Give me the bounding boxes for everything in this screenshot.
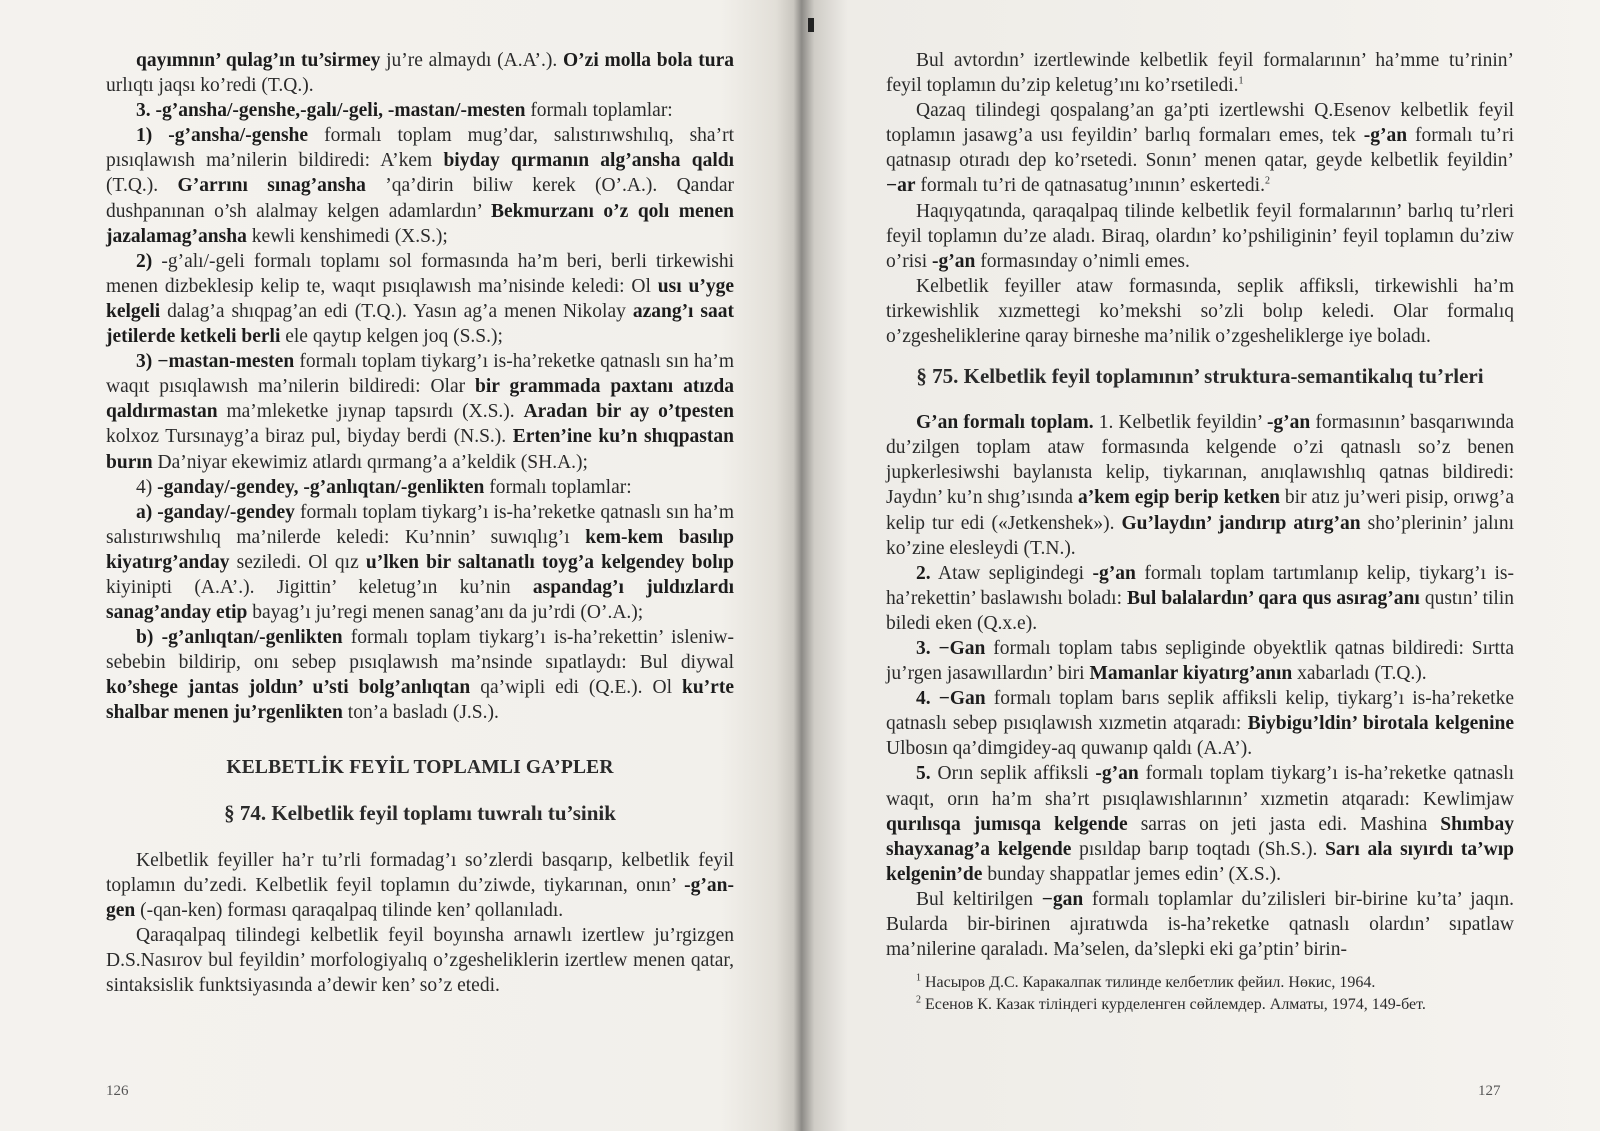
- text-run: Bul avtordın’ izertlewinde kelbetlik feyil formalarının’ ha’mme tu’rinin’ feyil toplamın du’zip keletug’ını ko’rsetiledi.: [886, 50, 1514, 97]
- chapter-heading: KELBETLİK FEYİL TOPLAMLI GA’PLER: [226, 756, 614, 778]
- right-paragraph-4: [886, 274, 1514, 349]
- bold-text: Bekmurzanı o’z qolı menen jazalamag’ansha: [106, 200, 734, 247]
- section-74-heading: § 74. Kelbetlik feyil toplamı tuwralı tu’sinik: [224, 800, 616, 825]
- left-paragraph-6: [106, 475, 734, 500]
- text-run: (T.Q.).: [106, 175, 178, 197]
- text-run: sarras on jeti jasta edi. Mashina: [1127, 813, 1441, 835]
- page-number-left: 126: [106, 1083, 129, 1099]
- bold-text: -ganday/-gendey, -g’anlıqtan/-genlikten: [157, 476, 485, 498]
- text-run: qa’wipli edi (Q.E.). Ol: [470, 677, 682, 699]
- left-paragraph-1: [106, 48, 734, 98]
- left-paragraph-4: [106, 249, 734, 349]
- text-run: kiyinipti (A.A’.). Jigittin’ keletug’ın ku’nin: [106, 576, 533, 598]
- bold-text: 2): [136, 250, 153, 272]
- text-run: Qaraqalpaq tilindegi kelbetlik feyil boyınsha arnawlı izertlew ju’rgizgen D.S.Nasırov bul feyildin’ morfologiyalıq o’zgesheliklerin izertlew menen qatar, sintaksislik funktsiyasında a’dewir ken’ so’z etedi.: [106, 924, 734, 997]
- text-run: ju’re almaydı (A.A’.).: [380, 50, 564, 71]
- text-run: formalı toplamlar:: [484, 476, 632, 498]
- text-run: dalag’a shıqpag’an edi (T.Q.). Yasın ag’a menen Nikolay: [160, 300, 633, 322]
- text-run: kolxoz Tursınayg’a biraz pul, biyday berdi (N.S.).: [106, 426, 513, 448]
- left-paragraph-7: [106, 500, 734, 625]
- bold-text: 3. −Gan: [916, 637, 986, 659]
- bold-text: qurılısqa jumısqa kelgende: [886, 813, 1128, 835]
- text-run: Ataw sepligindegi: [930, 562, 1093, 584]
- section-75-heading: § 75. Kelbetlik feyil toplamının’ struktura-semantikalıq tu’rleri: [916, 364, 1484, 389]
- text-run: Kelbetlik feyiller ataw formasında, seplik affiksli, tirkewishli ha’m tirkewishlik xızmettegi ko’mekshi so’zli bolıp keledi. Olar formalıq o’zgesheliklerine qaray birneshe ma’nilik o’zgesheliklerge iye boladı.: [886, 275, 1514, 348]
- text-run: 4): [136, 476, 158, 498]
- bold-text: Aradan bir ay o’tpesten: [523, 401, 735, 423]
- bold-text: -g’an-gen: [106, 874, 734, 921]
- bold-text: −ar: [886, 175, 916, 197]
- text-run: bayag’ı ju’regi menen sanag’anı da ju’rdi (O’.A.);: [247, 602, 644, 624]
- text-run: kewli kenshimedi (X.S.);: [246, 225, 448, 247]
- text-run: -g’alı/-geli formalı toplamı sol formasında ha’m beri, berli tirkewishi menen dizbeklesip kelip te, waqıt pısıqlawısh ma’nisinde keledi: Ol: [106, 250, 734, 297]
- left-paragraph-5: [106, 349, 734, 474]
- bold-text: Mamanlar kiyatırg’anın: [1089, 663, 1293, 685]
- text-run: Da’niyar ekewimiz atlardı qırmang’a a’keldik (SH.A.);: [152, 451, 588, 473]
- text-run: formalı tu’ri qatnasıp otıradı dep ko’rsetedi. Sonın’ menen qatar, geyde kelbetlik feyildin’: [886, 125, 1515, 172]
- text-run: bir atız ju’weri pisip, orıwg’a kelip tur edi («Jetkenshek»).: [886, 487, 1514, 534]
- footnote-2: [886, 994, 1514, 1016]
- bold-text: G’an formalı toplam.: [916, 412, 1094, 434]
- bold-text: O’zi molla bola tura: [563, 50, 734, 71]
- bold-text: usı u’yge kelgeli: [106, 275, 734, 322]
- left-paragraph-2: [106, 98, 734, 123]
- text-run: xabarladı (T.Q.).: [1292, 663, 1427, 685]
- bold-text: Sarı ala sıyırdı ta’wıp kelgenin’de: [886, 838, 1514, 885]
- bold-text: aspandag’ı juldızlardı sanag’anday etip: [106, 576, 735, 624]
- text-run: formalı toplamlar du’zilisleri bir-birine ku’ta’ jaqın. Bularda bir-birinen ajıratıwda is-ha’reketke qatnaslı olardın’ sıpatlaw ma’nilerine qaraladı. Ma’selen, da’slepki eki ga’ptin’ birin-: [886, 888, 1514, 961]
- bold-text: Biybigu’ldin’ birotala kelgenine: [1247, 713, 1514, 735]
- bold-text: -g’an: [1092, 562, 1136, 584]
- right-paragraph-after-6: [886, 887, 1514, 962]
- text-run: formalı toplam barıs seplik affiksli kelip, tiykarg’ı is-ha’reketke qatnaslı sebep pısıqlawısh xızmetin atqaradı:: [886, 688, 1515, 735]
- text-run: seziledi. Ol qız: [229, 551, 366, 573]
- bold-text: Gu’laydın’ jandırıp atırg’an: [1121, 512, 1361, 534]
- text-run: formasının’ basqarıwında du’zilgen toplam ataw formasında kelgende o’zi qatnaslı so’z benen jupkerlesiwshi baylanısta kelip, tiykarınan, anıqlawıshlıq qatnas bildiredi: Jaydın’ ku’n shıg’ısında: [886, 412, 1515, 509]
- bold-text: azang’ı saat jetilerde ketkeli berli: [106, 300, 735, 348]
- text-run: sho’plerinin’ jalını ko’zine elesleydi (T.N.).: [886, 512, 1514, 559]
- right-paragraph-1: [886, 48, 1514, 98]
- bold-text: a) -ganday/-gendey: [136, 501, 295, 523]
- text-run: ele qaytıp kelgen joq (S.S.);: [280, 326, 503, 348]
- bold-text: 2.: [916, 562, 931, 584]
- right-paragraph-after-5: [886, 761, 1514, 886]
- right-paragraph-after-3: [886, 636, 1514, 686]
- bold-text: biyday qırmanın alg’ansha qaldı: [443, 150, 735, 172]
- text-run: pısıldap barıp toqtadı (Sh.S.).: [1071, 838, 1326, 860]
- left-text-column: [106, 48, 734, 998]
- bold-text: b) -g’anlıqtan/-genlikten: [136, 627, 343, 649]
- bold-text: −gan: [1041, 888, 1084, 910]
- bold-text: Bul balalardın’ qara qus asırag’anı: [1127, 587, 1420, 609]
- text-run: Есенов К. Казак тiлiндегi курделенген сөйлемдер. Алматы, 1974, 149-бет.: [921, 996, 1426, 1013]
- bold-text: -g’an: [1363, 125, 1408, 147]
- bold-text: qayımnın’ qulag’ın tu’sirmey: [136, 50, 381, 71]
- text-run: formalı toplamlar:: [525, 100, 673, 122]
- text-run: Насыров Д.С. Каракалпак тилинде келбетлик фейил. Нөкис, 1964.: [921, 974, 1376, 991]
- footnote-ref: 2: [916, 994, 921, 1006]
- bold-text: ko’shege jantas joldın’ u’sti bolg’anlıqtan: [106, 677, 471, 699]
- footnotes: [886, 972, 1514, 1016]
- bold-text: 3) −mastan-mesten: [136, 351, 295, 373]
- left-paragraph-after-1: [106, 848, 734, 923]
- text-run: bunday shappatlar jemes edin’ (X.S.).: [982, 863, 1281, 885]
- left-paragraph-8: [106, 625, 734, 725]
- text-run: formasınday o’nimli emes.: [975, 250, 1190, 272]
- text-run: qustın’ tilin biledi eken (Q.x.e).: [886, 587, 1514, 634]
- left-paragraphs-bottom: [106, 848, 734, 999]
- bold-text: -g’an: [932, 250, 976, 272]
- text-run: ma’mleketke jıynap tapsırdı (X.S.).: [217, 401, 524, 423]
- text-run: formalı tu’ri de qatnasatug’ınının’ eskertedi.: [915, 175, 1265, 197]
- bold-text: ku’rte shalbar menen ju’rgenlikten: [106, 677, 734, 724]
- text-run: Orın seplik affiksli: [930, 763, 1096, 785]
- text-run: formalı toplam tiykarg’ı is-ha’reketke qatnaslı sın ha’m waqıt pısıqlawısh ma’nilerin bildiredi: Olar: [106, 351, 734, 398]
- bold-text: -g’an: [1266, 412, 1311, 434]
- text-run: formalı toplam tiykarg’ı is-ha’reketke qatnaslı waqıt, orın ha’m sha’rt pısıqlawıshlarının’ xızmetin atqaradı: Kewlimjaw: [886, 763, 1514, 810]
- bold-text: a’kem egip berip ketken: [1077, 487, 1281, 509]
- text-run: formalı toplam mug’dar, salıstırıwshılıq, sha’rt pısıqlawısh ma’nilerin bildiredi: A’kem: [106, 125, 734, 172]
- text-run: urlıqtı jaqsı ko’redi (T.Q.).: [106, 75, 314, 97]
- bold-text: Shımbay shayxanag’a kelgende: [886, 813, 1514, 860]
- footnote-1: [886, 972, 1514, 994]
- left-paragraph-3: [106, 123, 734, 248]
- text-run: Ulbosın qa’dimgidey-aq quwanıp qaldı (A.A’).: [886, 738, 1253, 760]
- text-run: formalı toplam tabıs sepliginde obyektlik qatnas bildiredi: Sırtta ju’rgen jasawıllardın’ biri: [886, 637, 1515, 685]
- footnote-ref: 2: [1264, 175, 1270, 187]
- right-paragraph-after-2: [886, 561, 1514, 636]
- footnote-ref: 1: [916, 972, 921, 984]
- bold-text: kem-kem basılıp kiyatırg’anday: [106, 526, 735, 573]
- bold-text: G’arrını sınag’ansha: [177, 175, 366, 197]
- footnote-ref: 1: [1238, 75, 1244, 87]
- text-run: 1. Kelbetlik feyildin’: [1093, 412, 1267, 434]
- bold-text: 4. −Gan: [916, 688, 986, 710]
- right-paragraph-3: [886, 199, 1514, 274]
- text-run: formalı toplam tartımlanıp kelip, tiykarg’ı is-ha’rekettin’ baslawıshı boladı:: [886, 562, 1514, 609]
- bold-text: bir grammada paxtanı atızda qaldırmastan: [106, 376, 734, 423]
- bold-text: u’lken bir saltanatlı toyg’a kelgendey bolıp: [365, 551, 734, 573]
- bold-text: Erten’ine ku’n shıqpastan burın: [106, 426, 734, 473]
- right-paragraphs-bottom: [886, 410, 1514, 962]
- bold-text: -g’an: [1095, 763, 1139, 785]
- right-paragraph-after-4: [886, 686, 1514, 761]
- bold-text: 1) -g’ansha/-genshe: [136, 125, 309, 147]
- page-number-right: 127: [1478, 1083, 1501, 1099]
- text-run: formalı toplam tiykarg’ı is-ha’rekettin’ isleniw-sebebin bildirip, onı sebep pısıqlawısh ma’nsinde sıpatlaydı: Bul diywal: [106, 627, 735, 674]
- text-run: formalı toplam tiykarg’ı is-ha’reketke qatnaslı sın ha’m salıstırıwshılıq ma’nilerde keledi: Ku’nnin’ suwıqlıg’ı: [106, 501, 734, 548]
- right-page: [800, 0, 1600, 1131]
- left-paragraph-after-2: [106, 923, 734, 998]
- text-run: ton’a basladı (J.S.).: [342, 702, 499, 724]
- bold-text: 5.: [916, 763, 931, 785]
- right-paragraph-2: [886, 98, 1514, 198]
- text-run: Haqıyqatında, qaraqalpaq tilinde kelbetlik feyil formalarının’ barlıq tu’rleri feyil toplamın du’ze aladı. Biraq, olardın’ ko’pshiliginin’ feyil toplamın du’ziw o’risi: [886, 200, 1514, 272]
- text-run: Qazaq tilindegi qospalang’an ga’pti izertlewshi Q.Esenov kelbetlik feyil toplamın jasawg’a usı feyildin’ barlıq formaları emes, tek: [886, 100, 1514, 147]
- text-run: ’qa’dirin biliw kerek (O’.A.). Qandar dushpanınan o’sh alalmay kelgen adamlardın’: [106, 175, 734, 222]
- bold-text: 3. -g’ansha/-genshe,-galı/-geli, -mastan/-mesten: [136, 100, 526, 122]
- left-paragraphs-top: [106, 48, 734, 726]
- text-run: (-qan-ken) forması qaraqalpaq tilinde ken’ qollanıladı.: [135, 899, 564, 921]
- right-paragraph-after-1: [886, 410, 1514, 561]
- right-paragraphs-top: [886, 48, 1514, 349]
- text-run: Bul keltirilgen: [916, 888, 1042, 910]
- right-text-column: [886, 48, 1514, 962]
- text-run: Kelbetlik feyiller ha’r tu’rli formadag’ı so’zlerdi basqarıp, kelbetlik feyil toplamın du’zedi. Kelbetlik feyil toplamın du’ziwde, tiykarınan, onın’: [106, 849, 734, 896]
